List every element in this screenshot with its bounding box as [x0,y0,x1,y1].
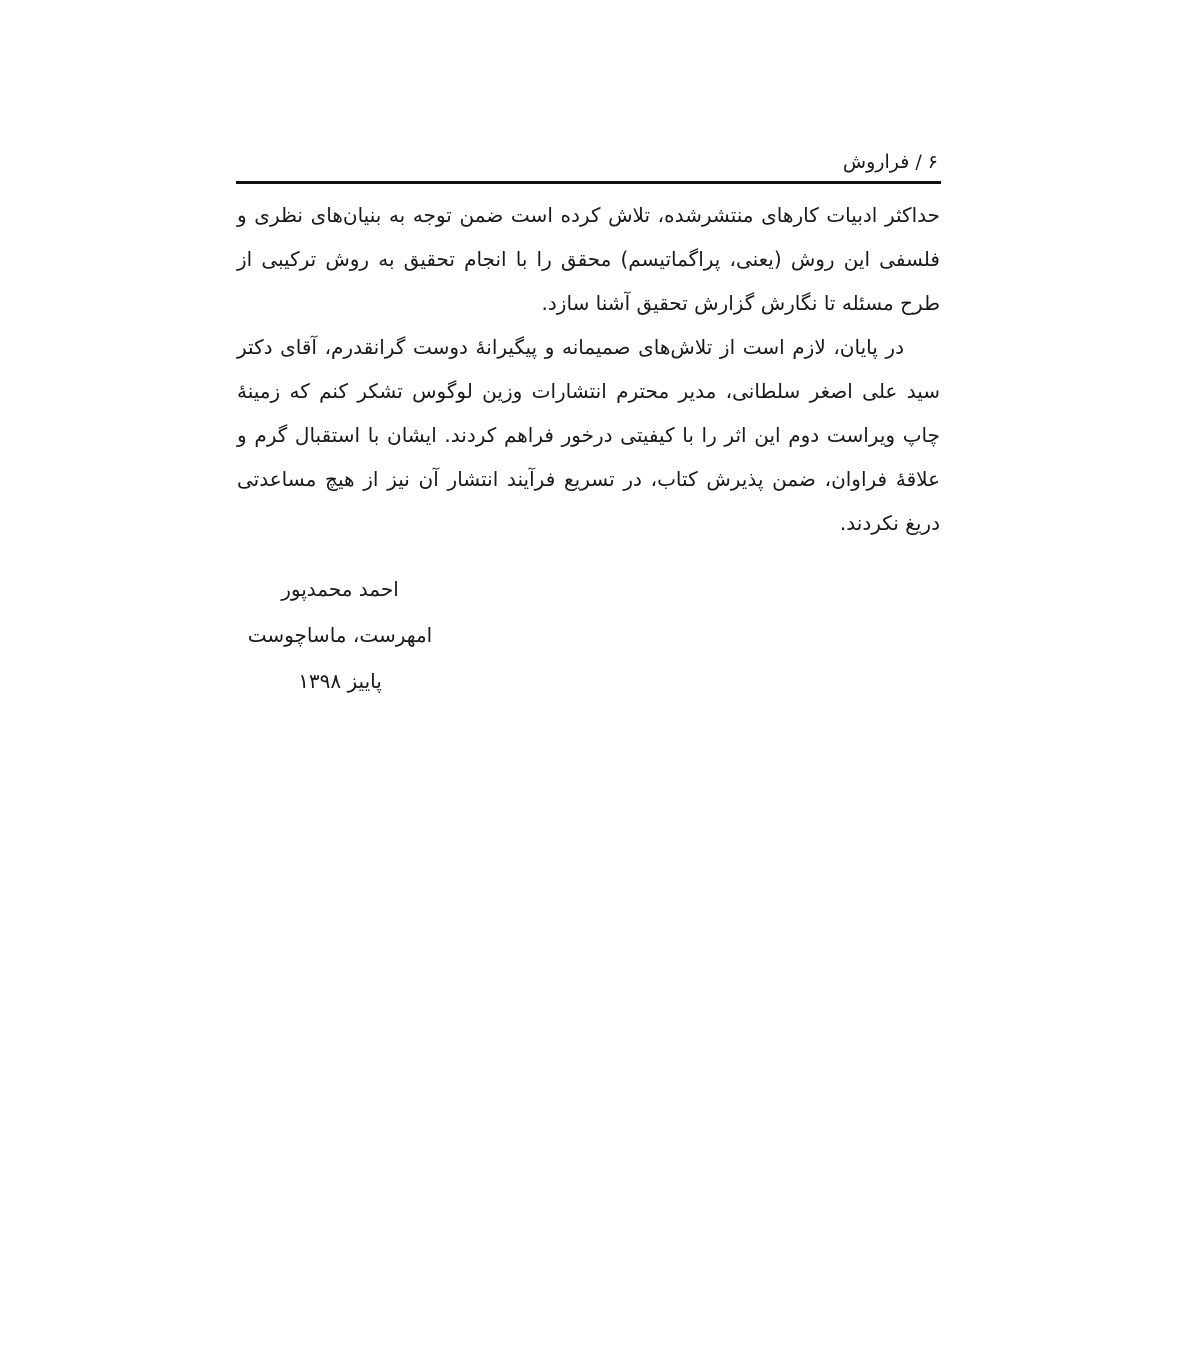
paragraph-2: در پایان، لازم است از تلاش‌های صمیمانه و پیگیرانهٔ دوست گرانقدرم، آقای دکتر سید علی اصغر سلطانی، مدیر محترم انتشارات وزین لوگوس تشکر کنم که زمینهٔ چاپ ویراست دوم این اثر را با کیفیتی درخور فراهم کردند. ایشان با استقبال گرم و علاقهٔ فراوان، ضمن پذیرش کتاب، در تسریع فرآیند انتشار آن نیز از هیچ مساعدتی دریغ نکردند. [237,335,940,535]
signature-place: امهرست، ماساچوست [247,623,433,647]
running-head: ۶ / فراروش [842,151,938,173]
paragraph-1: حداکثر ادبیات کارهای منتشرشده، تلاش کرده است ضمن توجه به بنیان‌های نظری و فلسفی این روش (یعنی، پراگماتیسم) محقق را با انجام تحقیق به روش ترکیبی از طرح مسئله تا نگارش گزارش تحقیق آشنا سازد. [237,203,940,315]
header-rule [236,181,941,184]
author-name: احمد محمدپور [281,577,399,601]
signature-date: پاییز ۱۳۹۸ [298,669,382,693]
body-text [237,193,940,545]
signature-block [200,566,480,704]
